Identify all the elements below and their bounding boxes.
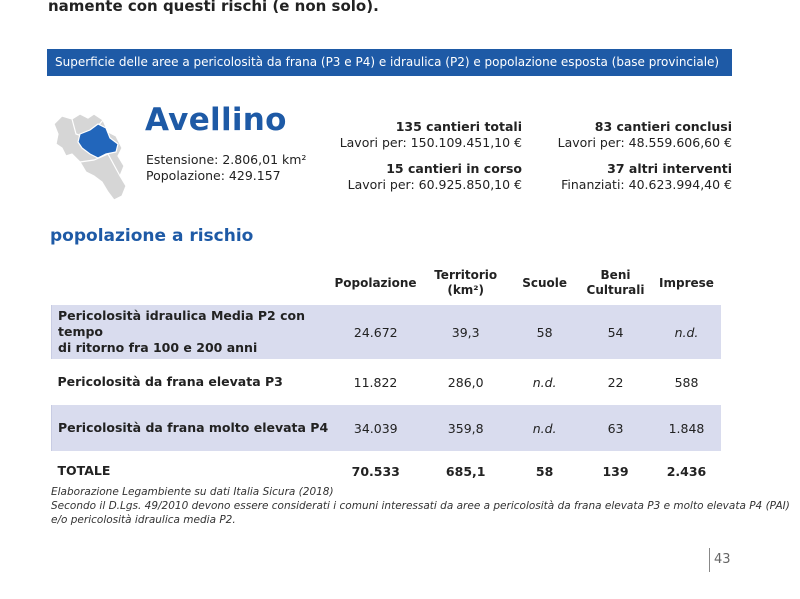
cell-imprese: n.d.: [652, 305, 720, 359]
table-row: [52, 359, 721, 405]
cell-territorio: 359,8: [421, 405, 511, 451]
campania-map-icon: [48, 104, 132, 204]
page-number: 43: [709, 548, 731, 572]
cell-beni: 63: [579, 405, 653, 451]
risk-table: [51, 261, 721, 491]
total-scuole: 58: [535, 463, 554, 479]
section-title: popolazione a rischio: [50, 226, 254, 246]
header-line: Culturali: [586, 283, 645, 297]
stat-headline: 37 altri interventi: [607, 161, 732, 176]
total-label: TOTALE: [57, 463, 111, 478]
header-line: Beni: [600, 268, 631, 282]
cell-popolazione: 34.039: [331, 405, 421, 451]
legal-note: Secondo il D.Lgs. 49/2010 devono essere considerati i comuni interessati da aree a pericolosità da frana elevata P3 e molto elevata P4 (PAI): [51, 500, 790, 512]
source-note: Elaborazione Legambiente su dati Italia Sicura (2018): [51, 486, 334, 498]
cell-scuole: 58: [511, 305, 579, 359]
header-line: (km²): [447, 283, 485, 297]
stat-headline: 15 cantieri in corso: [386, 161, 522, 176]
cell-territorio: 286,0: [447, 374, 484, 390]
table-row: [52, 305, 721, 359]
row-label-line: di ritorno fra 100 e 200 anni: [58, 340, 258, 355]
row-label: Pericolosità da frana elevata P3: [57, 374, 283, 389]
total-popolazione: 70.533: [351, 463, 400, 479]
stat-total-sites: [340, 119, 522, 151]
stat-detail: Lavori per: 150.109.451,10 €: [339, 135, 522, 150]
stat-headline: 83 cantieri conclusi: [594, 119, 732, 134]
table-total-row: [52, 451, 721, 491]
total-imprese: 2.436: [666, 463, 707, 479]
cell-imprese: 588: [674, 374, 699, 390]
row-label: [52, 305, 331, 359]
total-territorio: 685,1: [445, 463, 486, 479]
cell-scuole: n.d.: [532, 374, 557, 390]
header-scuole: Scuole: [522, 275, 567, 290]
header-popolazione: Popolazione: [334, 275, 417, 290]
stat-completed-sites: [558, 119, 732, 151]
cell-territorio: 39,3: [421, 305, 511, 359]
cell-scuole: n.d.: [511, 405, 579, 451]
stat-detail: Finanziati: 40.623.994,40 €: [561, 177, 732, 192]
stat-ongoing-sites: [348, 161, 522, 193]
header-line: Territorio: [434, 268, 498, 282]
stat-detail: Lavori per: 48.559.606,60 €: [557, 135, 732, 150]
table-header-row: [52, 261, 721, 305]
row-label: Pericolosità da frana molto elevata P4: [52, 405, 331, 451]
cell-beni: 22: [607, 374, 624, 390]
cell-popolazione: 11.822: [353, 374, 398, 390]
cell-popolazione: 24.672: [331, 305, 421, 359]
stat-other-interventions: [561, 161, 732, 193]
campania-region-shape: [54, 114, 126, 200]
table-caption-banner: Superficie delle aree a pericolosità da frana (P3 e P4) e idraulica (P2) e popolazione esposta (base provinciale): [47, 49, 732, 76]
table-row: [52, 405, 721, 451]
header-blank: [52, 261, 331, 305]
intro-text: namente con questi rischi (e non solo).: [48, 0, 379, 15]
province-population: Popolazione: 429.157: [146, 168, 281, 183]
stat-detail: Lavori per: 60.925.850,10 €: [347, 177, 522, 192]
cell-beni: 54: [579, 305, 653, 359]
cell-imprese: 1.848: [652, 405, 720, 451]
stat-headline: 135 cantieri totali: [395, 119, 522, 134]
row-label-line: Pericolosità idraulica Media P2 con tempo: [58, 308, 305, 339]
header-beni-culturali: [579, 261, 653, 305]
province-area: Estensione: 2.806,01 km²: [146, 152, 307, 167]
total-beni: 139: [602, 463, 629, 479]
legal-note-continued: e/o pericolosità idraulica media P2.: [51, 514, 236, 526]
header-imprese: Imprese: [659, 275, 714, 290]
header-territorio: [421, 261, 511, 305]
province-name: Avellino: [145, 102, 287, 138]
